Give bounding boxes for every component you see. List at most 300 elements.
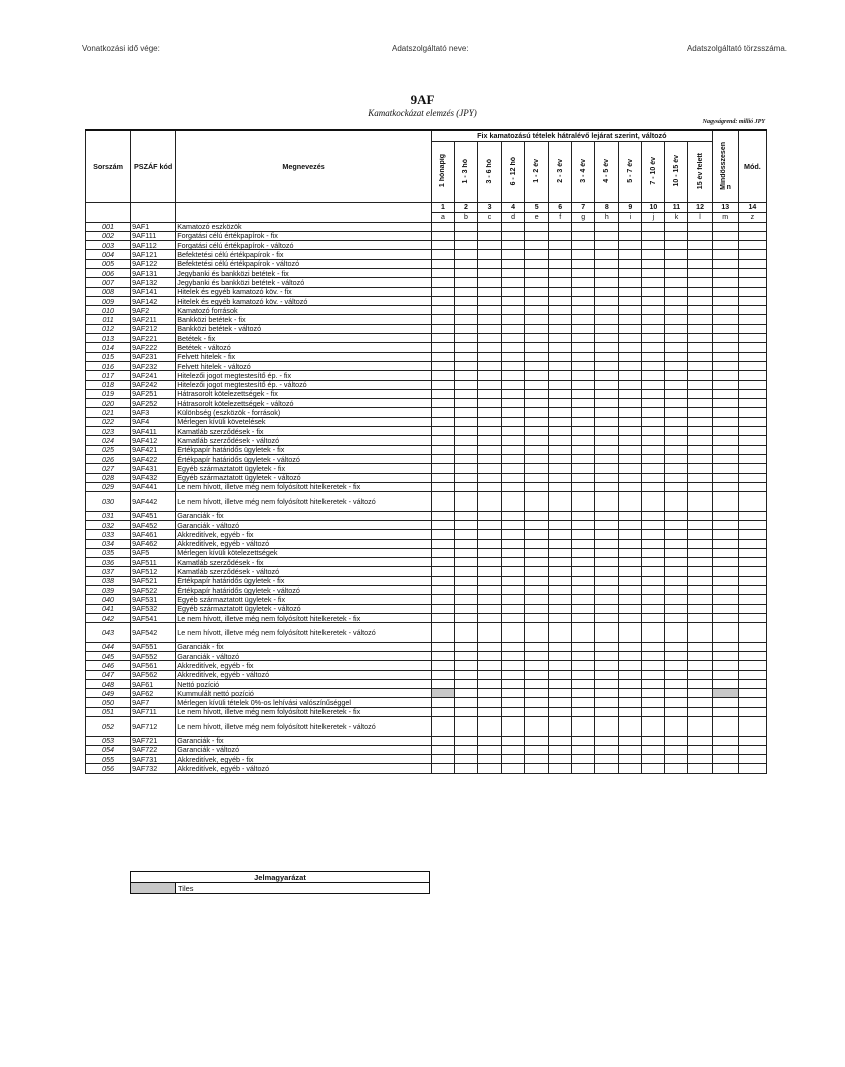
- value-cell[interactable]: [712, 361, 738, 370]
- value-cell[interactable]: [454, 520, 477, 529]
- value-cell[interactable]: [454, 315, 477, 324]
- value-cell[interactable]: [454, 371, 477, 380]
- value-cell[interactable]: [572, 736, 595, 745]
- value-cell[interactable]: [712, 764, 738, 773]
- value-cell[interactable]: [665, 222, 688, 231]
- value-cell[interactable]: [549, 539, 572, 548]
- value-cell[interactable]: [688, 259, 712, 268]
- value-cell[interactable]: [525, 222, 549, 231]
- value-cell[interactable]: [502, 482, 525, 491]
- value-cell[interactable]: [642, 287, 665, 296]
- value-cell[interactable]: [549, 482, 572, 491]
- value-cell[interactable]: [572, 241, 595, 250]
- value-cell[interactable]: [595, 287, 619, 296]
- value-cell[interactable]: [642, 389, 665, 398]
- value-cell[interactable]: [572, 399, 595, 408]
- value-cell[interactable]: [619, 576, 642, 585]
- value-cell[interactable]: [502, 642, 525, 651]
- value-cell[interactable]: [688, 482, 712, 491]
- value-cell[interactable]: [642, 361, 665, 370]
- value-cell[interactable]: [712, 558, 738, 567]
- value-cell[interactable]: [712, 334, 738, 343]
- value-cell[interactable]: [595, 241, 619, 250]
- value-cell[interactable]: [454, 287, 477, 296]
- value-cell[interactable]: [549, 661, 572, 670]
- value-cell[interactable]: [738, 585, 766, 594]
- value-cell[interactable]: [619, 445, 642, 454]
- value-cell[interactable]: [525, 679, 549, 688]
- value-cell[interactable]: [525, 558, 549, 567]
- value-cell[interactable]: [525, 241, 549, 250]
- value-cell[interactable]: [738, 698, 766, 707]
- value-cell[interactable]: [525, 389, 549, 398]
- value-cell[interactable]: [549, 445, 572, 454]
- value-cell[interactable]: [478, 548, 502, 557]
- value-cell[interactable]: [549, 268, 572, 277]
- value-cell[interactable]: [502, 585, 525, 594]
- value-cell[interactable]: [688, 427, 712, 436]
- value-cell[interactable]: [712, 306, 738, 315]
- value-cell[interactable]: [665, 511, 688, 520]
- value-cell[interactable]: [738, 548, 766, 557]
- value-cell[interactable]: [665, 482, 688, 491]
- value-cell[interactable]: [454, 651, 477, 660]
- value-cell[interactable]: [642, 380, 665, 389]
- value-cell[interactable]: [431, 736, 454, 745]
- value-cell[interactable]: [572, 315, 595, 324]
- value-cell[interactable]: [525, 417, 549, 426]
- value-cell[interactable]: [502, 764, 525, 773]
- value-cell[interactable]: [549, 548, 572, 557]
- value-cell[interactable]: [502, 352, 525, 361]
- value-cell[interactable]: [572, 717, 595, 737]
- value-cell[interactable]: [431, 689, 454, 698]
- value-cell[interactable]: [642, 334, 665, 343]
- value-cell[interactable]: [595, 755, 619, 764]
- value-cell[interactable]: [549, 361, 572, 370]
- value-cell[interactable]: [712, 736, 738, 745]
- value-cell[interactable]: [619, 698, 642, 707]
- value-cell[interactable]: [665, 585, 688, 594]
- value-cell[interactable]: [572, 259, 595, 268]
- value-cell[interactable]: [549, 717, 572, 737]
- value-cell[interactable]: [688, 651, 712, 660]
- value-cell[interactable]: [454, 454, 477, 463]
- value-cell[interactable]: [688, 343, 712, 352]
- value-cell[interactable]: [595, 250, 619, 259]
- value-cell[interactable]: [642, 492, 665, 512]
- value-cell[interactable]: [712, 604, 738, 613]
- value-cell[interactable]: [431, 670, 454, 679]
- value-cell[interactable]: [502, 399, 525, 408]
- value-cell[interactable]: [712, 585, 738, 594]
- value-cell[interactable]: [431, 642, 454, 651]
- value-cell[interactable]: [642, 324, 665, 333]
- value-cell[interactable]: [688, 679, 712, 688]
- value-cell[interactable]: [454, 464, 477, 473]
- value-cell[interactable]: [712, 250, 738, 259]
- value-cell[interactable]: [712, 259, 738, 268]
- value-cell[interactable]: [712, 445, 738, 454]
- value-cell[interactable]: [619, 361, 642, 370]
- value-cell[interactable]: [572, 670, 595, 679]
- value-cell[interactable]: [738, 539, 766, 548]
- value-cell[interactable]: [549, 585, 572, 594]
- value-cell[interactable]: [454, 604, 477, 613]
- value-cell[interactable]: [525, 642, 549, 651]
- value-cell[interactable]: [431, 473, 454, 482]
- value-cell[interactable]: [431, 343, 454, 352]
- value-cell[interactable]: [525, 530, 549, 539]
- value-cell[interactable]: [431, 651, 454, 660]
- value-cell[interactable]: [572, 306, 595, 315]
- value-cell[interactable]: [431, 315, 454, 324]
- value-cell[interactable]: [525, 278, 549, 287]
- value-cell[interactable]: [502, 689, 525, 698]
- value-cell[interactable]: [595, 482, 619, 491]
- value-cell[interactable]: [549, 530, 572, 539]
- value-cell[interactable]: [738, 511, 766, 520]
- value-cell[interactable]: [712, 539, 738, 548]
- value-cell[interactable]: [738, 334, 766, 343]
- value-cell[interactable]: [431, 371, 454, 380]
- value-cell[interactable]: [549, 380, 572, 389]
- value-cell[interactable]: [572, 567, 595, 576]
- value-cell[interactable]: [572, 604, 595, 613]
- value-cell[interactable]: [572, 764, 595, 773]
- value-cell[interactable]: [454, 241, 477, 250]
- value-cell[interactable]: [595, 623, 619, 643]
- value-cell[interactable]: [502, 231, 525, 240]
- value-cell[interactable]: [502, 324, 525, 333]
- value-cell[interactable]: [595, 585, 619, 594]
- value-cell[interactable]: [595, 613, 619, 622]
- value-cell[interactable]: [478, 642, 502, 651]
- value-cell[interactable]: [478, 670, 502, 679]
- value-cell[interactable]: [549, 604, 572, 613]
- value-cell[interactable]: [454, 324, 477, 333]
- value-cell[interactable]: [572, 222, 595, 231]
- value-cell[interactable]: [738, 707, 766, 716]
- value-cell[interactable]: [642, 315, 665, 324]
- value-cell[interactable]: [572, 689, 595, 698]
- value-cell[interactable]: [525, 361, 549, 370]
- value-cell[interactable]: [525, 623, 549, 643]
- value-cell[interactable]: [665, 361, 688, 370]
- value-cell[interactable]: [454, 736, 477, 745]
- value-cell[interactable]: [619, 689, 642, 698]
- value-cell[interactable]: [572, 585, 595, 594]
- value-cell[interactable]: [572, 427, 595, 436]
- value-cell[interactable]: [619, 436, 642, 445]
- value-cell[interactable]: [549, 436, 572, 445]
- value-cell[interactable]: [549, 689, 572, 698]
- value-cell[interactable]: [688, 389, 712, 398]
- value-cell[interactable]: [549, 334, 572, 343]
- value-cell[interactable]: [595, 492, 619, 512]
- value-cell[interactable]: [619, 548, 642, 557]
- value-cell[interactable]: [619, 736, 642, 745]
- value-cell[interactable]: [688, 492, 712, 512]
- value-cell[interactable]: [688, 352, 712, 361]
- value-cell[interactable]: [454, 689, 477, 698]
- value-cell[interactable]: [688, 222, 712, 231]
- value-cell[interactable]: [454, 642, 477, 651]
- value-cell[interactable]: [688, 670, 712, 679]
- value-cell[interactable]: [642, 585, 665, 594]
- value-cell[interactable]: [595, 698, 619, 707]
- value-cell[interactable]: [712, 661, 738, 670]
- value-cell[interactable]: [642, 399, 665, 408]
- value-cell[interactable]: [619, 530, 642, 539]
- value-cell[interactable]: [502, 287, 525, 296]
- value-cell[interactable]: [619, 222, 642, 231]
- value-cell[interactable]: [572, 595, 595, 604]
- value-cell[interactable]: [665, 661, 688, 670]
- value-cell[interactable]: [688, 613, 712, 622]
- value-cell[interactable]: [642, 530, 665, 539]
- value-cell[interactable]: [478, 259, 502, 268]
- value-cell[interactable]: [502, 306, 525, 315]
- value-cell[interactable]: [688, 736, 712, 745]
- value-cell[interactable]: [454, 511, 477, 520]
- value-cell[interactable]: [688, 604, 712, 613]
- value-cell[interactable]: [688, 380, 712, 389]
- value-cell[interactable]: [738, 604, 766, 613]
- value-cell[interactable]: [478, 380, 502, 389]
- value-cell[interactable]: [712, 464, 738, 473]
- value-cell[interactable]: [665, 670, 688, 679]
- value-cell[interactable]: [595, 689, 619, 698]
- value-cell[interactable]: [572, 473, 595, 482]
- value-cell[interactable]: [478, 427, 502, 436]
- value-cell[interactable]: [454, 670, 477, 679]
- value-cell[interactable]: [642, 576, 665, 585]
- value-cell[interactable]: [665, 642, 688, 651]
- value-cell[interactable]: [688, 548, 712, 557]
- value-cell[interactable]: [572, 324, 595, 333]
- value-cell[interactable]: [688, 642, 712, 651]
- value-cell[interactable]: [525, 520, 549, 529]
- value-cell[interactable]: [549, 306, 572, 315]
- value-cell[interactable]: [688, 595, 712, 604]
- value-cell[interactable]: [665, 445, 688, 454]
- value-cell[interactable]: [572, 464, 595, 473]
- value-cell[interactable]: [502, 548, 525, 557]
- value-cell[interactable]: [454, 717, 477, 737]
- value-cell[interactable]: [525, 764, 549, 773]
- value-cell[interactable]: [688, 417, 712, 426]
- value-cell[interactable]: [431, 296, 454, 305]
- value-cell[interactable]: [478, 417, 502, 426]
- value-cell[interactable]: [478, 511, 502, 520]
- value-cell[interactable]: [619, 755, 642, 764]
- value-cell[interactable]: [431, 268, 454, 277]
- value-cell[interactable]: [502, 613, 525, 622]
- value-cell[interactable]: [642, 296, 665, 305]
- value-cell[interactable]: [738, 530, 766, 539]
- value-cell[interactable]: [431, 231, 454, 240]
- value-cell[interactable]: [712, 548, 738, 557]
- value-cell[interactable]: [572, 698, 595, 707]
- value-cell[interactable]: [688, 585, 712, 594]
- value-cell[interactable]: [738, 576, 766, 585]
- value-cell[interactable]: [642, 623, 665, 643]
- value-cell[interactable]: [431, 259, 454, 268]
- value-cell[interactable]: [595, 306, 619, 315]
- value-cell[interactable]: [595, 661, 619, 670]
- value-cell[interactable]: [502, 259, 525, 268]
- value-cell[interactable]: [431, 548, 454, 557]
- value-cell[interactable]: [738, 408, 766, 417]
- value-cell[interactable]: [712, 492, 738, 512]
- value-cell[interactable]: [619, 623, 642, 643]
- value-cell[interactable]: [595, 361, 619, 370]
- value-cell[interactable]: [549, 520, 572, 529]
- value-cell[interactable]: [665, 717, 688, 737]
- value-cell[interactable]: [431, 558, 454, 567]
- value-cell[interactable]: [572, 250, 595, 259]
- value-cell[interactable]: [525, 315, 549, 324]
- value-cell[interactable]: [688, 315, 712, 324]
- value-cell[interactable]: [431, 306, 454, 315]
- value-cell[interactable]: [502, 389, 525, 398]
- value-cell[interactable]: [642, 736, 665, 745]
- value-cell[interactable]: [665, 231, 688, 240]
- value-cell[interactable]: [688, 454, 712, 463]
- value-cell[interactable]: [572, 613, 595, 622]
- value-cell[interactable]: [431, 623, 454, 643]
- value-cell[interactable]: [478, 492, 502, 512]
- value-cell[interactable]: [619, 567, 642, 576]
- value-cell[interactable]: [619, 651, 642, 660]
- value-cell[interactable]: [712, 380, 738, 389]
- value-cell[interactable]: [572, 343, 595, 352]
- value-cell[interactable]: [738, 473, 766, 482]
- value-cell[interactable]: [619, 464, 642, 473]
- value-cell[interactable]: [572, 661, 595, 670]
- value-cell[interactable]: [595, 736, 619, 745]
- value-cell[interactable]: [478, 352, 502, 361]
- value-cell[interactable]: [478, 296, 502, 305]
- value-cell[interactable]: [502, 530, 525, 539]
- value-cell[interactable]: [454, 567, 477, 576]
- value-cell[interactable]: [738, 613, 766, 622]
- value-cell[interactable]: [525, 717, 549, 737]
- value-cell[interactable]: [665, 259, 688, 268]
- value-cell[interactable]: [738, 250, 766, 259]
- value-cell[interactable]: [454, 278, 477, 287]
- value-cell[interactable]: [738, 259, 766, 268]
- value-cell[interactable]: [502, 651, 525, 660]
- value-cell[interactable]: [454, 436, 477, 445]
- value-cell[interactable]: [619, 604, 642, 613]
- value-cell[interactable]: [478, 222, 502, 231]
- value-cell[interactable]: [642, 613, 665, 622]
- value-cell[interactable]: [712, 278, 738, 287]
- value-cell[interactable]: [454, 222, 477, 231]
- value-cell[interactable]: [454, 361, 477, 370]
- value-cell[interactable]: [454, 764, 477, 773]
- value-cell[interactable]: [454, 755, 477, 764]
- value-cell[interactable]: [478, 361, 502, 370]
- value-cell[interactable]: [572, 334, 595, 343]
- value-cell[interactable]: [572, 268, 595, 277]
- value-cell[interactable]: [642, 436, 665, 445]
- value-cell[interactable]: [595, 231, 619, 240]
- value-cell[interactable]: [642, 539, 665, 548]
- value-cell[interactable]: [738, 670, 766, 679]
- value-cell[interactable]: [665, 436, 688, 445]
- value-cell[interactable]: [665, 698, 688, 707]
- value-cell[interactable]: [642, 595, 665, 604]
- value-cell[interactable]: [454, 679, 477, 688]
- value-cell[interactable]: [642, 241, 665, 250]
- value-cell[interactable]: [502, 343, 525, 352]
- value-cell[interactable]: [642, 250, 665, 259]
- value-cell[interactable]: [525, 436, 549, 445]
- value-cell[interactable]: [478, 530, 502, 539]
- value-cell[interactable]: [595, 717, 619, 737]
- value-cell[interactable]: [549, 287, 572, 296]
- value-cell[interactable]: [619, 380, 642, 389]
- value-cell[interactable]: [502, 679, 525, 688]
- value-cell[interactable]: [478, 661, 502, 670]
- value-cell[interactable]: [738, 492, 766, 512]
- value-cell[interactable]: [665, 530, 688, 539]
- value-cell[interactable]: [642, 408, 665, 417]
- value-cell[interactable]: [738, 287, 766, 296]
- value-cell[interactable]: [478, 745, 502, 754]
- value-cell[interactable]: [478, 576, 502, 585]
- value-cell[interactable]: [738, 436, 766, 445]
- value-cell[interactable]: [525, 399, 549, 408]
- value-cell[interactable]: [619, 334, 642, 343]
- value-cell[interactable]: [688, 539, 712, 548]
- value-cell[interactable]: [712, 511, 738, 520]
- value-cell[interactable]: [665, 707, 688, 716]
- value-cell[interactable]: [454, 259, 477, 268]
- value-cell[interactable]: [738, 689, 766, 698]
- value-cell[interactable]: [595, 651, 619, 660]
- value-cell[interactable]: [525, 287, 549, 296]
- value-cell[interactable]: [478, 520, 502, 529]
- value-cell[interactable]: [595, 558, 619, 567]
- value-cell[interactable]: [478, 241, 502, 250]
- value-cell[interactable]: [525, 454, 549, 463]
- value-cell[interactable]: [549, 352, 572, 361]
- value-cell[interactable]: [642, 343, 665, 352]
- value-cell[interactable]: [454, 482, 477, 491]
- value-cell[interactable]: [738, 371, 766, 380]
- value-cell[interactable]: [502, 436, 525, 445]
- value-cell[interactable]: [738, 241, 766, 250]
- value-cell[interactable]: [595, 343, 619, 352]
- value-cell[interactable]: [688, 623, 712, 643]
- value-cell[interactable]: [738, 623, 766, 643]
- value-cell[interactable]: [642, 755, 665, 764]
- value-cell[interactable]: [665, 736, 688, 745]
- value-cell[interactable]: [431, 482, 454, 491]
- value-cell[interactable]: [665, 250, 688, 259]
- value-cell[interactable]: [688, 558, 712, 567]
- value-cell[interactable]: [525, 595, 549, 604]
- value-cell[interactable]: [549, 642, 572, 651]
- value-cell[interactable]: [665, 352, 688, 361]
- value-cell[interactable]: [712, 287, 738, 296]
- value-cell[interactable]: [595, 259, 619, 268]
- value-cell[interactable]: [665, 604, 688, 613]
